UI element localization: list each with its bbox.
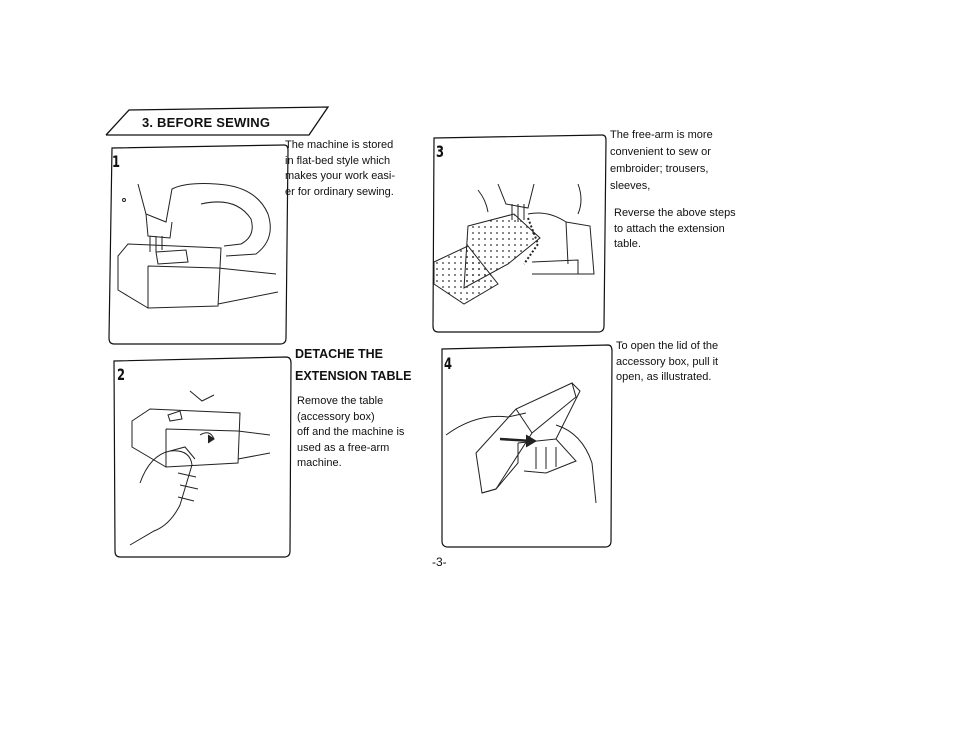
step-4-text: To open the lid of the accessory box, pull it open, as illustrated.: [616, 340, 719, 383]
step-1-number: 1: [112, 152, 121, 171]
step-1-text: The machine is stored in flat-bed style which makes your work easi- er for ordinary sewing.: [285, 139, 396, 198]
step-4-number: 4: [444, 354, 453, 373]
step-1-illustration: [106, 144, 288, 346]
step-2-illustration: [110, 355, 292, 559]
step-2-frame: [110, 355, 292, 559]
step-4-illustration: [436, 343, 614, 549]
step-2-text: Remove the table (accessory box) off and the machine is used as a free-arm machine.: [297, 395, 405, 469]
page-number: -3-: [432, 555, 447, 569]
step-3-text: The free-arm is more convenient to sew or embroider; trousers, sleeves,: [610, 129, 713, 192]
step-2-heading: DETACHE THE EXTENSION TABLE: [295, 347, 412, 383]
step-3-text-2: Reverse the above steps to attach the extension table.: [614, 207, 736, 250]
step-1-frame: [106, 144, 288, 346]
section-title: 3. BEFORE SEWING: [142, 115, 271, 130]
step-4-frame: [436, 343, 614, 549]
section-banner: [104, 104, 330, 136]
step-3-number: 3: [436, 142, 445, 161]
step-3-illustration: [428, 134, 608, 334]
step-3-frame: [428, 134, 608, 334]
step-2-number: 2: [117, 365, 126, 384]
